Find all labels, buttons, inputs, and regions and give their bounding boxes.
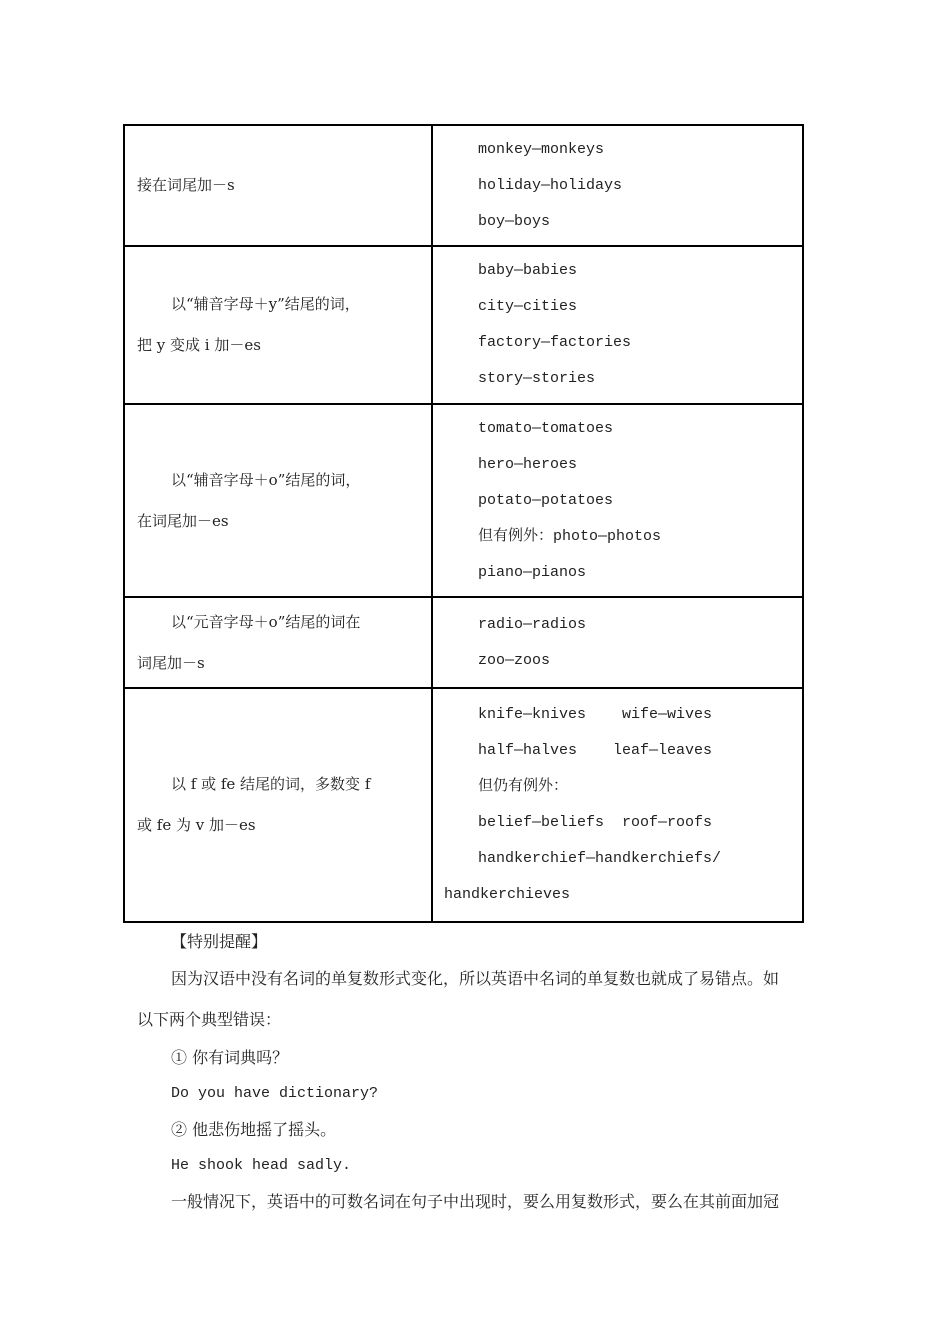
example-line: piano—pianos [478, 563, 587, 581]
example-line: knife—knives wife—wives [478, 706, 713, 723]
error-example-2-cn: ② 他悲伤地摇了摇头。 [171, 1120, 337, 1139]
table-row [124, 688, 803, 922]
rule-cell [124, 597, 432, 688]
example-line: story—stories [478, 370, 596, 387]
example-line: belief—beliefs roof—roofs [478, 814, 713, 831]
example-line: factory—factories [478, 334, 632, 351]
examples-cell [432, 688, 803, 922]
table-row [124, 246, 803, 404]
rule-text: 词尾加－s [137, 653, 205, 672]
example-line: half—halves leaf—leaves [478, 742, 713, 759]
example-line: hero—heroes [478, 455, 578, 473]
rule-text: 把 y 变成 i 加－es [137, 336, 261, 354]
reminder-intro-line1: 因为汉语中没有名词的单复数形式变化，所以英语中名词的单复数也就成了易错点。如 [171, 969, 780, 988]
example-line: monkey—monkeys [478, 140, 605, 158]
examples-cell [432, 246, 803, 404]
example-line: handkerchief—handkerchiefs/ [478, 850, 722, 867]
example-line: handkerchieves [444, 886, 571, 903]
rule-cell [124, 404, 432, 597]
error-example-1-en: Do you have dictionary? [171, 1085, 379, 1102]
rule-text: 接在词尾加－s [137, 176, 235, 194]
rule-text: 以“辅音字母＋o”结尾的词， [171, 470, 361, 489]
reminder-intro-line2: 以下两个典型错误： [137, 1010, 282, 1029]
table-row [124, 597, 803, 688]
example-line: holiday—holidays [478, 176, 623, 194]
closing-paragraph: 一般情况下，英语中的可数名词在句子中出现时，要么用复数形式，要么在其前面加冠 [171, 1192, 780, 1211]
plural-rules-table [123, 124, 804, 923]
rule-cell [124, 125, 432, 246]
rule-text: 或 fe 为 v 加－es [137, 816, 256, 834]
example-line: potato—potatoes [478, 491, 614, 509]
example-line: zoo—zoos [478, 651, 551, 669]
examples-cell [432, 125, 803, 246]
rule-cell [124, 688, 432, 922]
example-line: radio—radios [478, 615, 587, 633]
rule-text: 以 f 或 fe 结尾的词，多数变 f [171, 775, 371, 793]
example-line: city—cities [478, 298, 578, 315]
table-row [124, 125, 803, 246]
example-line: 但有例外：photo—photos [478, 527, 662, 545]
examples-cell [432, 597, 803, 688]
rule-text: 在词尾加－es [137, 511, 229, 530]
example-line: tomato—tomatoes [478, 419, 614, 437]
table-row [124, 404, 803, 597]
example-line: 但仍有例外： [478, 778, 569, 795]
rule-text: 以“元音字母＋o”结尾的词在 [171, 612, 361, 631]
reminder-heading: 【特别提醒】 [171, 932, 268, 951]
reminder-section [137, 926, 812, 1220]
example-line: baby—babies [478, 262, 578, 279]
rule-text: 以“辅音字母＋y”结尾的词， [171, 295, 360, 313]
error-example-1-cn: ① 你有词典吗？ [171, 1048, 289, 1067]
example-line: boy—boys [478, 212, 551, 230]
error-example-2-en: He shook head sadly. [171, 1157, 352, 1174]
rule-cell [124, 246, 432, 404]
examples-cell [432, 404, 803, 597]
